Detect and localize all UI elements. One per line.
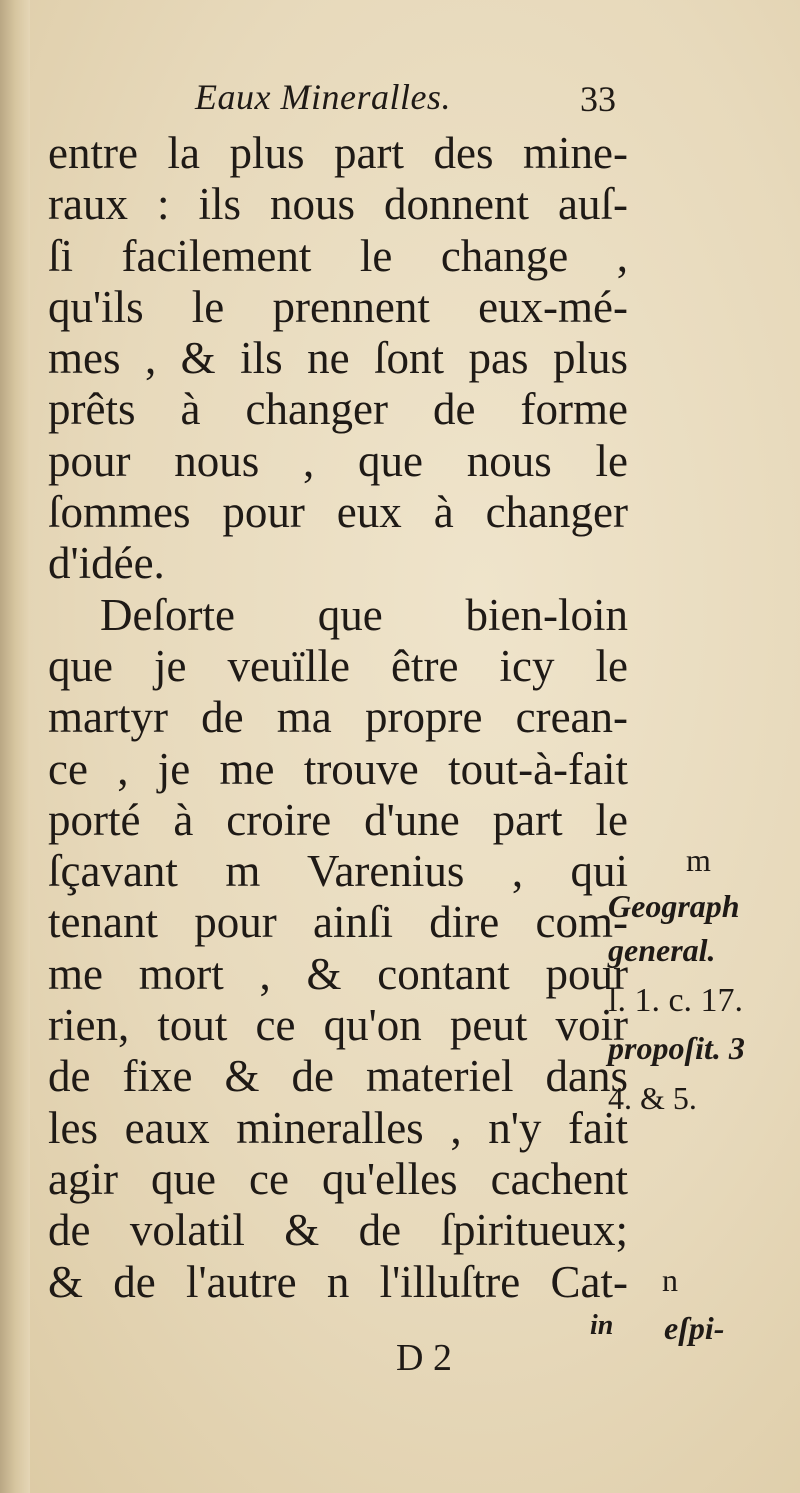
- text-line: martyr de ma propre crean-: [48, 692, 628, 743]
- text-line: prêts à changer de forme: [48, 384, 628, 435]
- body-text: [48, 128, 628, 1308]
- page-header: [0, 76, 800, 126]
- text-line: ce , je me trouve tout-à-fait: [48, 743, 628, 794]
- text-line: me mort , & contant pour: [48, 948, 628, 999]
- text-line: d'idée.: [48, 538, 165, 589]
- page-number: 33: [580, 79, 616, 119]
- marginal-note-marker-n: n: [662, 1262, 678, 1298]
- text-line: Deſorte que bien-loin: [100, 589, 628, 640]
- text-line: mes , & ils ne ſont pas plus: [48, 333, 628, 384]
- text-line: entre la plus part des mine-: [48, 128, 628, 178]
- text-line: rien, tout ce qu'on peut voir: [48, 1000, 628, 1051]
- text-line: de fixe & de materiel dans: [48, 1051, 628, 1102]
- marginal-note: 4. & 5.: [608, 1080, 697, 1116]
- text-line: les eaux mineralles , n'y fait: [48, 1102, 628, 1153]
- marginal-note: Geograph: [608, 888, 740, 924]
- text-line: porté à croire d'une part le: [48, 794, 628, 845]
- text-line: & de l'autre n l'illuſtre Cat-: [48, 1256, 628, 1307]
- text-line: pour nous , que nous le: [48, 435, 628, 486]
- text-line: raux : ils nous donnent auſ-: [48, 179, 628, 230]
- text-line: que je veuïlle être icy le: [48, 640, 628, 691]
- text-line: tenant pour ainſi dire com-: [48, 897, 628, 948]
- running-title: Eaux Mineralles.: [195, 77, 451, 117]
- marginal-note: l. 1. c. 17.: [608, 982, 744, 1019]
- marginal-note: propoſit. 3: [608, 1030, 745, 1066]
- text-line: agir que ce qu'elles cachent: [48, 1153, 628, 1204]
- text-line: ſçavant m Varenius , qui: [48, 846, 628, 897]
- text-line: de volatil & de ſpiritueux;: [48, 1205, 628, 1256]
- marginal-note-marker-m: m: [686, 842, 711, 878]
- signature-mark: D 2: [396, 1337, 452, 1379]
- text-line: ſommes pour eux à changer: [48, 487, 628, 538]
- page-gutter: [0, 0, 30, 1493]
- marginal-note: general.: [608, 932, 716, 968]
- text-line: qu'ils le prennent eux-mé-: [48, 281, 628, 332]
- text-line: ſi facilement le change ,: [48, 230, 628, 281]
- marginal-note: in: [590, 1310, 614, 1341]
- marginal-note: eſpi-: [664, 1310, 725, 1346]
